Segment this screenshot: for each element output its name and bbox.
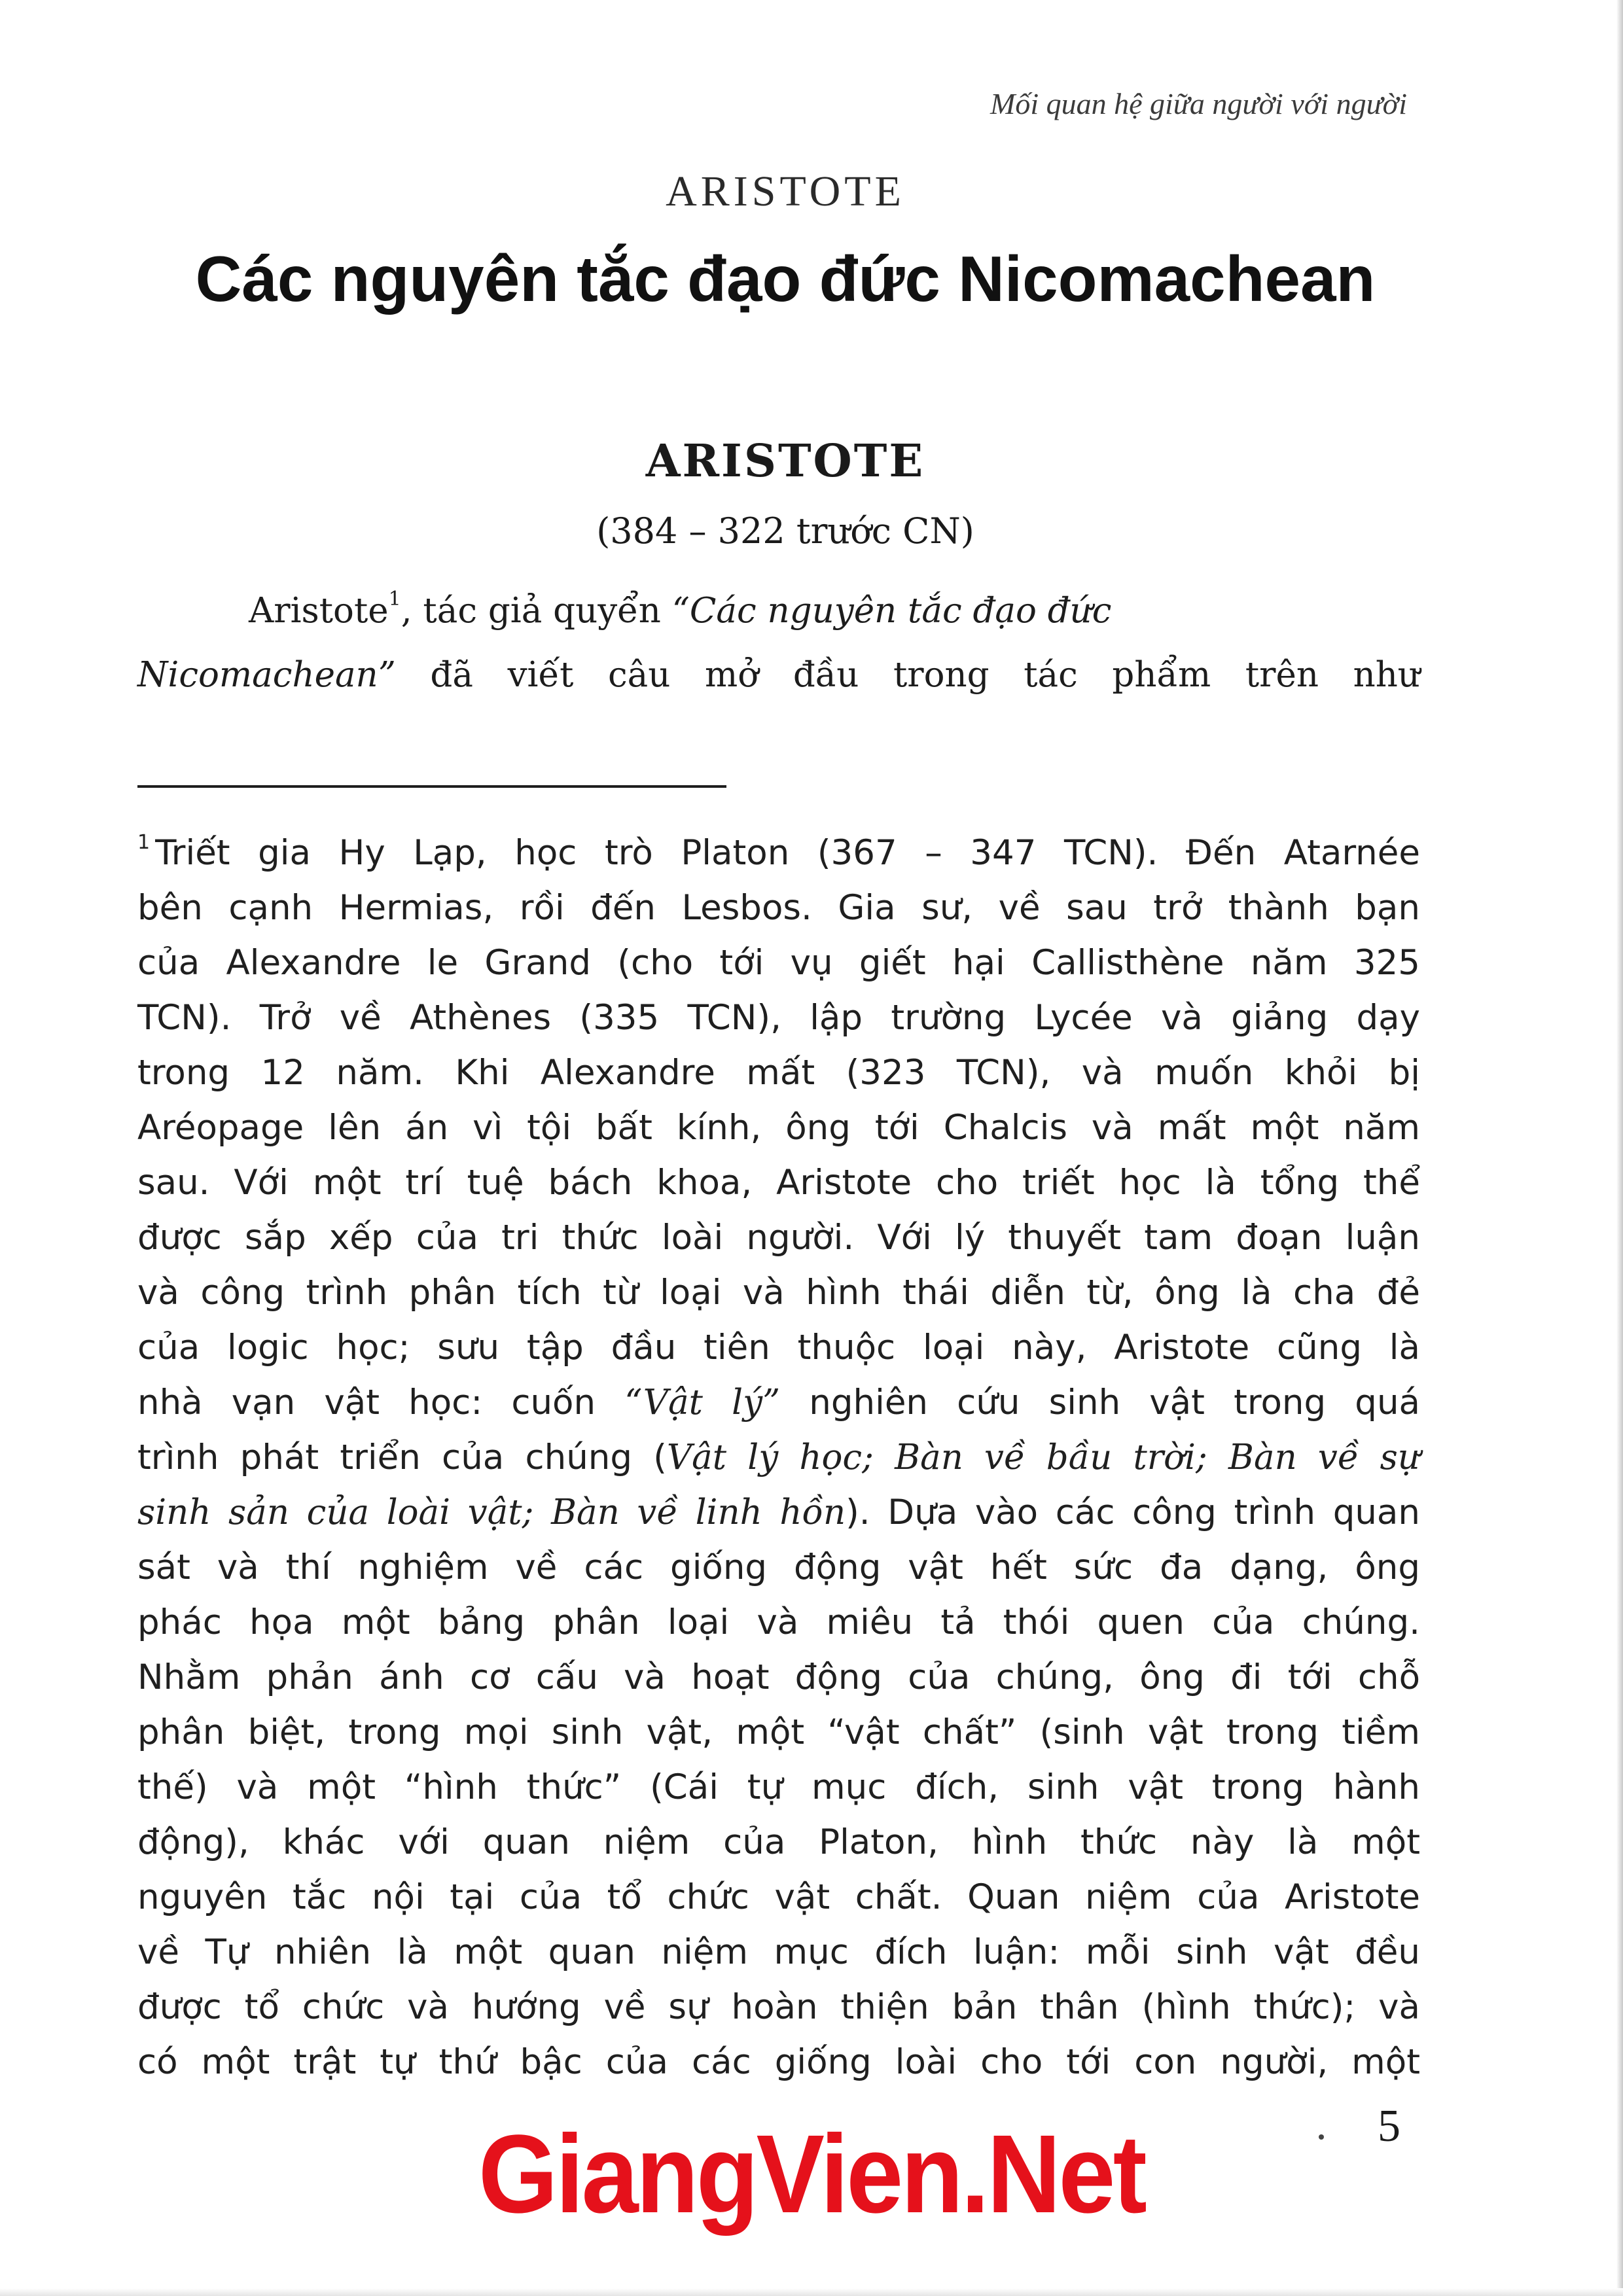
- body-text-continued: đã viết câu mở đầu trong tác phẩm trên như: [395, 655, 1420, 695]
- footnote-line: [137, 1430, 1420, 1485]
- footnote-text: nghiên cứu sinh vật trong quá: [780, 1383, 1421, 1422]
- footnote-line: trong 12 năm. Khi Alexandre mất (323 TCN), và muốn khỏi bị: [137, 1053, 1420, 1093]
- watermark: GiangVien.Net: [478, 2112, 1145, 2236]
- footnote-line: thế) và một “hình thức” (Cái tự mục đích, sinh vật trong hành: [137, 1767, 1420, 1807]
- footnote-line: TCN). Trở về Athènes (335 TCN), lập trường Lycée và giảng dạy: [137, 998, 1420, 1038]
- footnote-line: được tổ chức và hướng về sự hoàn thiện bản thân (hình thức); và: [137, 1987, 1420, 2027]
- footnote-italic: sinh sản của loài vật; Bàn về linh hồn: [137, 1492, 846, 1532]
- footnote-line: của logic học; sưu tập đầu tiên thuộc loại này, Aristote cũng là: [137, 1328, 1420, 1368]
- footnote-text: trình phát triển của chúng (: [137, 1438, 667, 1477]
- footnote-line: [137, 1375, 1420, 1430]
- footnote-line: động), khác với quan niệm của Platon, hình thức này là một: [137, 1822, 1420, 1862]
- body-line-2: [137, 643, 1420, 707]
- page-number: 5: [1378, 2101, 1400, 2151]
- body-text: , tác giả quyển: [401, 591, 672, 631]
- footnote-text: ). Dựa vào các công trình quan: [846, 1492, 1420, 1532]
- footnote-line: của Alexandre le Grand (cho tới vụ giết hại Callisthène năm 325: [137, 943, 1420, 983]
- footnote-divider: [137, 785, 726, 788]
- footnote-line: phác họa một bảng phân loại và miêu tả thói quen của chúng.: [137, 1602, 1420, 1642]
- footnote-line: và công trình phân tích từ loại và hình thái diễn từ, ông là cha đẻ: [137, 1273, 1420, 1313]
- section-heading: ARISTOTE: [645, 435, 925, 487]
- footnote-line: sát và thí nghiệm về các giống động vật hết sức đa dạng, ông: [137, 1547, 1420, 1587]
- page-edge-right: [1616, 0, 1623, 2296]
- series-title: ARISTOTE: [666, 168, 905, 215]
- body-line-1: [137, 579, 1420, 643]
- footnote: [137, 826, 1420, 2090]
- running-header: Mối quan hệ giữa người với người: [990, 87, 1407, 120]
- footnote-line: về Tự nhiên là một quan niệm mục đích luận: mỗi sinh vật đều: [137, 1932, 1420, 1972]
- footnote-italic: “Vật lý”: [624, 1383, 781, 1422]
- footnote-text: nhà vạn vật học: cuốn: [137, 1383, 625, 1422]
- section-dates: (384 – 322 trước CN): [596, 510, 974, 552]
- book-title: Các nguyên tắc đạo đức Nicomachean: [195, 243, 1376, 315]
- footnote-line: bên cạnh Hermias, rồi đến Lesbos. Gia sư, về sau trở thành bạn: [137, 888, 1420, 928]
- page-edge-bottom: [0, 2288, 1623, 2296]
- footnote-line: Nhằm phản ánh cơ cấu và hoạt động của chúng, ông đi tới chỗ: [137, 1657, 1420, 1697]
- footnote-line: [137, 1485, 1420, 1540]
- footnote-line: sau. Với một trí tuệ bách khoa, Aristote cho triết học là tổng thể: [137, 1163, 1420, 1203]
- footnote-line: được sắp xếp của tri thức loài người. Với lý thuyết tam đoạn luận: [137, 1218, 1420, 1258]
- author-name: Aristote: [249, 591, 389, 631]
- footnote-text: Triết gia Hy Lạp, học trò Platon (367 – 347 TCN). Đến Atarnée: [155, 833, 1420, 873]
- work-title: “Các nguyên tắc đạo đức: [671, 591, 1112, 631]
- footnote-marker: 1: [137, 831, 151, 854]
- footnote-line: có một trật tự thứ bậc của các giống loài cho tới con người, một: [137, 2042, 1420, 2082]
- footnote-reference[interactable]: 1: [388, 588, 401, 610]
- footnote-line: phân biệt, trong mọi sinh vật, một “vật chất” (sinh vật trong tiềm: [137, 1712, 1420, 1752]
- footnote-line: [137, 826, 1420, 881]
- footnote-italic: Vật lý học; Bàn về bầu trời; Bàn về sự: [666, 1438, 1421, 1477]
- work-title-continued: Nicomachean”: [137, 655, 396, 695]
- body-paragraph: [137, 579, 1420, 707]
- footnote-line: Aréopage lên án vì tội bất kính, ông tới Chalcis và mất một năm: [137, 1108, 1420, 1148]
- footnote-line: nguyên tắc nội tại của tổ chức vật chất. Quan niệm của Aristote: [137, 1877, 1420, 1917]
